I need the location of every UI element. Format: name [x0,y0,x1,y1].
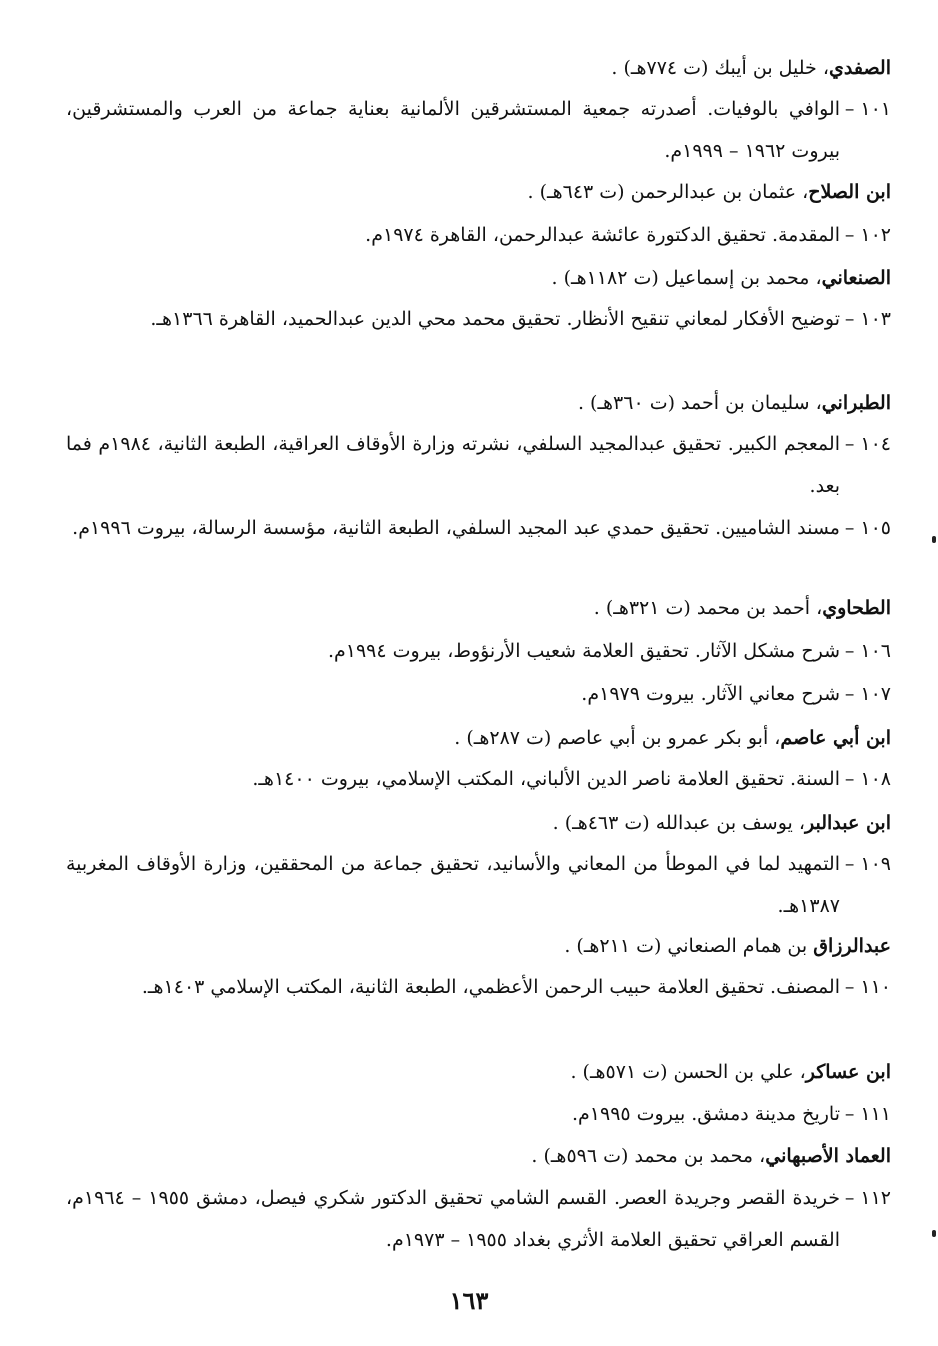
entry-number: ١١٢ – [844,1187,891,1209]
entry-number: ١٠٥ – [844,517,891,539]
author-details: ، يوسف بن عبدالله (ت ٤٦٣هـ) . [552,812,806,834]
scan-edge-mark [932,1230,936,1237]
author-name: الطبراني [821,392,891,414]
author-name: ابن الصلاح [808,181,891,203]
entry-number: ١٠٧ – [844,683,891,705]
page-number: ١٦٣ [449,1286,489,1315]
bibliography-entry: التمهيد لما في الموطأ من المعاني والأسانيد، تحقيق جماعة من المحققين، وزارة الأوقاف المغربية ١٣٨٧هـ. [66,853,840,917]
bibliography-entry: المقدمة. تحقيق الدكتورة عائشة عبدالرحمن، القاهرة ١٩٧٤م. [365,224,840,246]
entry-number: ١٠٨ – [844,768,891,790]
bibliography-entry: شرح معاني الآثار. بيروت ١٩٧٩م. [581,683,840,705]
bibliography-entry: شرح مشكل الآثار. تحقيق العلامة شعيب الأرنؤوط، بيروت ١٩٩٤م. [327,640,840,662]
author-details: ، خليل بن أيبك (ت ٧٧٤هـ) . [611,57,829,79]
author-name: ابن عساكر [805,1061,891,1083]
bibliography-entry: توضيح الأفكار لمعاني تنقيح الأنظار. تحقيق محمد محي الدين عبدالحميد، القاهرة ١٣٦٦هـ. [150,308,840,330]
bibliography-entry: السنة. تحقيق العلامة ناصر الدين الألباني، المكتب الإسلامي، بيروت ١٤٠٠هـ. [252,768,840,790]
author-name: الصفدي [828,57,891,79]
author-heading [60,178,891,206]
scan-edge-mark [932,536,936,543]
author-heading [60,54,891,82]
author-name: ابن عبدالبر [805,812,891,834]
bibliography-entry: مسند الشاميين. تحقيق حمدي عبد المجيد السلفي، الطبعة الثانية، مؤسسة الرسالة، بيروت ١٩٩٦م. [72,517,840,539]
entry-number: ١١٠ – [844,976,891,998]
entry-number: ١٠٩ – [844,853,891,875]
author-name: ابن أبي عاصم [780,727,891,749]
author-details: ، سليمان بن أحمد (ت ٣٦٠هـ) . [577,392,822,414]
author-heading [60,1142,891,1170]
author-heading [60,932,891,960]
author-heading [60,1058,891,1086]
entry-number: ١٠٢ – [844,224,891,246]
author-heading [60,264,891,292]
bibliography-entry: الوافي بالوفيات. أصدرته جمعية المستشرقين الألمانية بعناية جماعة من العرب والمستشرقين، بيروت ١٩٦٢ – ١٩٩٩م. [66,98,840,162]
bibliography-entry: خريدة القصر وجريدة العصر. القسم الشامي تحقيق الدكتور شكري فيصل، دمشق ١٩٥٥ – ١٩٦٤م، القسم العراقي تحقيق العلامة الأثري بغداد ١٩٥٥ – ١٩٧٣م. [66,1187,840,1251]
entry-number: ١٠٤ – [844,433,891,455]
author-details: ، أبو بكر عمرو بن أبي عاصم (ت ٢٨٧هـ) . [454,727,781,749]
author-details: ، محمد بن إسماعيل (ت ١١٨٢هـ) . [551,267,822,289]
author-details: ، عثمان بن عبدالرحمن (ت ٦٤٣هـ) . [527,181,809,203]
entry-number: ١٠٦ – [844,640,891,662]
entry-number: ١٠٣ – [844,308,891,330]
author-heading [60,594,891,622]
author-heading [60,724,891,752]
author-heading [60,809,891,837]
entry-number: ١١١ – [844,1103,891,1125]
author-details: بن همام الصنعاني (ت ٢١١هـ) . [564,935,814,957]
author-details: ، محمد بن محمد (ت ٥٩٦هـ) . [531,1145,766,1167]
bibliography-entry: المصنف. تحقيق العلامة حبيب الرحمن الأعظمي، الطبعة الثانية، المكتب الإسلامي ١٤٠٣هـ. [141,976,840,998]
author-name: الصنعاني [821,267,891,289]
entry-number: ١٠١ – [844,98,891,120]
author-name: العماد الأصبهاني [765,1145,891,1167]
author-name: عبدالرزاق [813,935,891,957]
author-name: الطحاوي [822,597,891,619]
author-heading [60,389,891,417]
author-details: ، أحمد بن محمد (ت ٣٢١هـ) . [593,597,823,619]
author-details: ، علي بن الحسن (ت ٥٧١هـ) . [570,1061,806,1083]
bibliography-entry: المعجم الكبير. تحقيق عبدالمجيد السلفي، نشرته وزارة الأوقاف العراقية، الطبعة الثانية، ١٩٨٤م فما بعد. [66,433,840,497]
bibliography-entry: تاريخ مدينة دمشق. بيروت ١٩٩٥م. [571,1103,840,1125]
